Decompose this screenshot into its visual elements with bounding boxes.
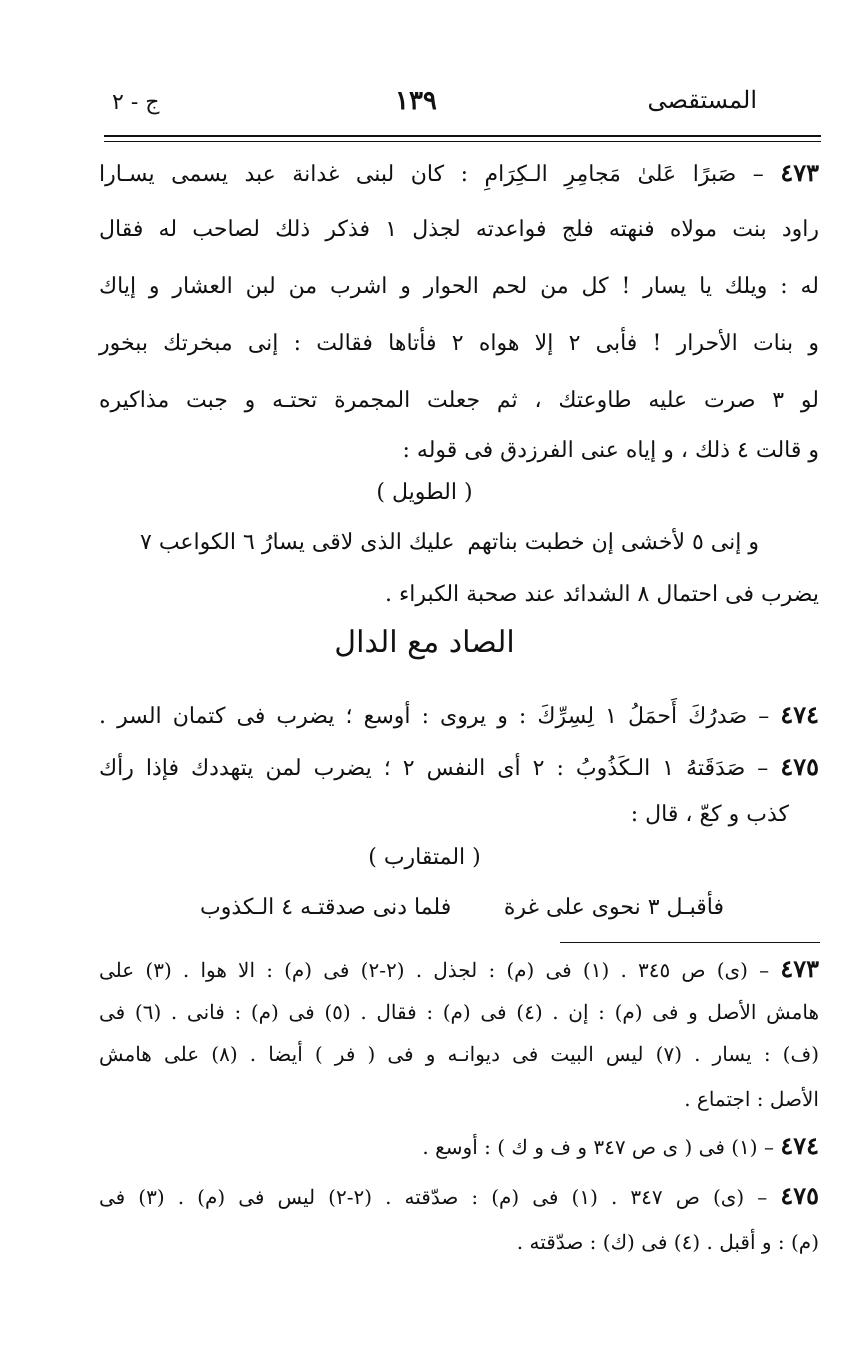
footnote-text: – (ى) ص ٣٤٧ . (١) فى (م) : صدّقته . (٢-٢) ليس فى (م) . (٣) فى	[99, 1185, 768, 1209]
entry-number: ٤٧٣	[780, 158, 819, 187]
meter-label: ( المتقارب )	[368, 845, 481, 870]
entry-number: ٤٧٤	[780, 700, 819, 729]
footnote-number: ٤٧٤	[780, 1131, 819, 1160]
footnote-474	[99, 1132, 819, 1161]
entry-473-line-2: راود بنت مولاه فنهته فلج فواعدته لجذل ۱ فذكر ذلك لصاحب له فقال	[99, 217, 819, 242]
footnote-number: ٤٧٣	[780, 954, 819, 983]
footnote-number: ٤٧٥	[780, 1181, 820, 1210]
entry-475-line-2: كذب و كعّ ، قال :	[630, 802, 789, 827]
footnote-473-line-2: هامش الأصل و فى (م) : إن . (٤) فى (م) : فقال . (٥) فى (م) : فانى . (٦) فى	[99, 1000, 819, 1024]
verse-hemistich-right: فأقبـل ۳ نحوى على غرة	[503, 895, 724, 920]
volume-indicator: ج - ٢	[112, 90, 160, 115]
entry-number: ٤٧٥	[780, 752, 819, 781]
footnote-text: – (ى) ص ٣٤٥ . (١) فى (م) : لجذل . (٢-٢) فى (م) : الا هوا . (٣) على	[99, 958, 770, 982]
entry-473-proverb-use: يضرب فى احتمال ٨ الشدائد عند صحبة الكبراء .	[384, 582, 819, 607]
entry-text: – صَدَقَتهُ ۱ الـكَذُوبُ : ۲ أى النفس ۲ ؛ يضرب لمن يتهددك فإذا رأك	[99, 756, 769, 781]
verse-hemistich-left: عليك الذى لاقى يسارُ ٦ الكواعب ٧	[140, 530, 455, 555]
verse-hemistich-left: فلما دنى صدقتـه ٤ الـكذوب	[200, 895, 452, 920]
entry-473-line-6: و قالت ٤ ذلك ، و إياه عنى الفرزدق فى قوله :	[402, 438, 819, 463]
header-rule	[104, 135, 821, 137]
footnote-475-line-1	[99, 1182, 819, 1211]
running-title: المستقصى	[647, 86, 757, 114]
footnote-text: – (١) فى ( ى ص ٣٤٧ و ف و ك ) : أوسع .	[422, 1135, 774, 1159]
meter-label: ( الطويل )	[376, 480, 473, 505]
entry-473-line-4: و بنات الأحرار ! فأبى ۲ إلا هواه ۲ فأتاها فقالت : إنى مبخرتك ببخور	[99, 331, 820, 356]
entry-473-line-3: له : ويلك يا يسار ! كل من لحم الحوار و اشرب من لبن العشار و إياك	[99, 274, 819, 299]
footnote-473-line-1	[99, 955, 819, 984]
entry-473-line-5: لو ۳ صرت عليه طاوعتك ، ثم جعلت المجمرة تحتـه و جبت مذاكيره	[99, 388, 819, 413]
page-number: ١٣٩	[395, 86, 437, 116]
entry-473-line-1	[99, 158, 819, 190]
header-rule-thin	[104, 141, 821, 142]
entry-text: – صَدرُكَ أَحمَلُ ۱ لِسِرِّكَ : و يروى : أوسع ؛ يضرب فى كتمان السر .	[99, 704, 770, 729]
verse-hemistich-right: و إنى ٥ لأخشى إن خطبت بناتهم	[467, 530, 759, 555]
footnote-475-line-2: (م) : و أقبل . (٤) فى (ك) : صدّقته .	[516, 1230, 819, 1254]
section-heading: الصاد مع الدال	[334, 625, 515, 660]
entry-474	[99, 700, 819, 732]
entry-475-line-1	[99, 752, 819, 784]
footnote-473-line-4: الأصل : اجتماع .	[684, 1087, 819, 1111]
footnote-473-line-3: (ف) : يسار . (٧) ليس البيت فى ديوانـه و فى ( فر ) أيضا . (٨) على هامش	[99, 1042, 819, 1066]
footnote-rule	[560, 942, 820, 943]
entry-text: – صَبرًا عَلىٰ مَجامِرِ الـكِرَامِ : كان لبنى غدانة عبد يسمى يسـارا	[99, 162, 764, 187]
